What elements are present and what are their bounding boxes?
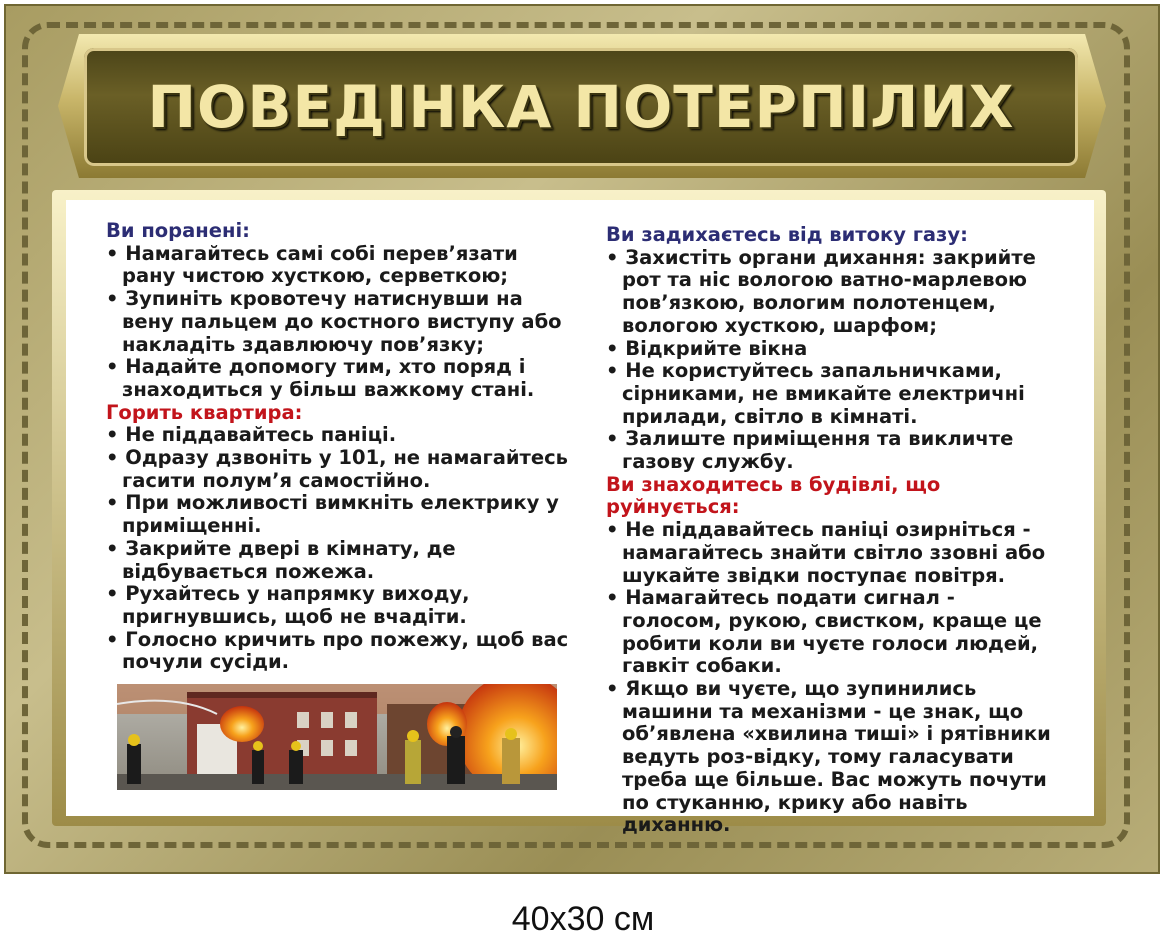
page-title: ПОВЕДІНКА ПОТЕРПІЛИХ (147, 73, 1015, 141)
list-item: • Одразу дзвоніть у 101, не намагайтесь гасити полум’я самостійно. (106, 447, 576, 492)
list-item: • Голосно кричить про пожежу, щоб вас почули сусіди. (106, 629, 576, 674)
firefighters-photo (117, 684, 557, 790)
list-item: • Відкрийте вікна (606, 338, 1056, 361)
list-item: • Намагайтесь самі собі перев’язати рану чистою хусткою, серветкою; (106, 243, 576, 288)
list-item: • Не піддавайтесь паніці. (106, 424, 576, 447)
heading-apartment-fire: Горить квартира: (106, 400, 303, 424)
list-item: • Закрийте двері в кімнату, де відбувається пожежа. (106, 538, 576, 583)
list-item: • При можливості вимкніть електрику у приміщенні. (106, 492, 576, 537)
list-item: • Зупиніть кровотечу натиснувши на вену пальцем до костного виступу або накладіть здавлюючу пов’язку; (106, 288, 576, 356)
list-item: • Не піддавайтесь паніці озирніться - намагайтесь знайти світло ззовні або шукайте звідки поступає повітря. (606, 519, 1056, 587)
right-column (606, 224, 1056, 837)
left-column (106, 220, 576, 674)
list-item: • Надайте допомогу тим, хто поряд і знаходиться у більш важкому стані. (106, 356, 576, 401)
list-item: • Не користуйтесь запальничками, сірниками, не вмикайте електричні прилади, світло в кімнаті. (606, 360, 1056, 428)
heading-gas-leak: Ви задихаєтесь від витоку газу: (606, 223, 968, 246)
list-item: • Якщо ви чуєте, що зупинились машини та механізми - це знак, що об’явлена «хвилина тиші» і рятівники ведуть роз-відку, тому галасувати треба ще більше. Вас можуть почути по стуканню, крику або навіть диханню. (606, 678, 1056, 837)
list-item: • Намагайтесь подати сигнал - голосом, рукою, свистком, краще це робити коли ви чуєте голоси людей, гавкіт собаки. (606, 587, 1056, 678)
list-item: • Рухайтесь у напрямку виходу, пригнувшись, щоб не вчадіти. (106, 583, 576, 628)
list-item: • Залиште приміщення та викличте газову службу. (606, 428, 1056, 473)
heading-collapsing-building: Ви знаходитесь в будівлі, що руйнується: (606, 472, 941, 519)
list-item: • Захистіть органи дихання: закрийте рот та ніс вологою ватно-марлевою пов’язкою, вологим полотенцем, вологою хусткою, шарфом; (606, 247, 1056, 338)
size-label: 40x30 см (511, 900, 655, 938)
heading-injured: Ви поранені: (106, 219, 250, 242)
